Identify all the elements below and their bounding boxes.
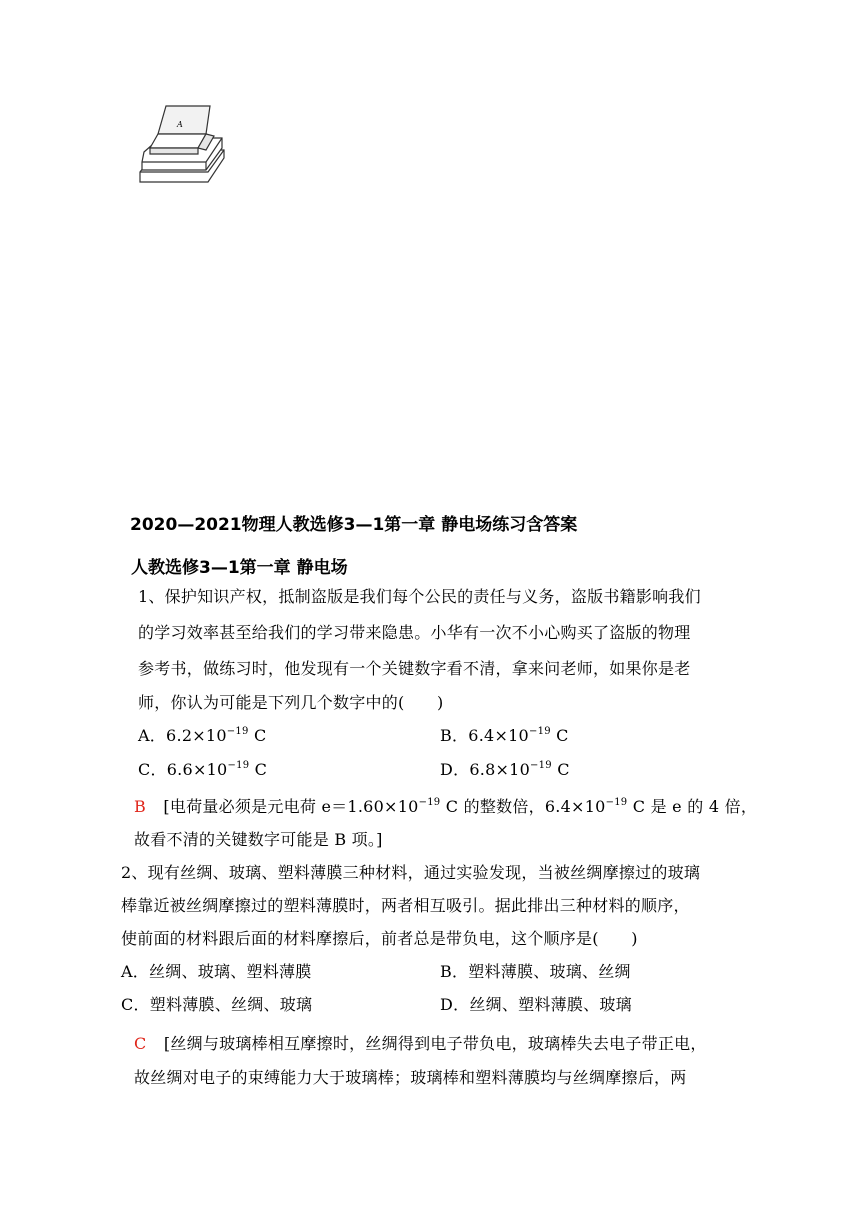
q1-answer-text-b: C 的整数倍，6.4×10: [440, 797, 606, 816]
q1-option-c: [138, 760, 267, 780]
q1-option-b-text: B．6.4×10: [440, 726, 529, 745]
q1-line-2: 的学习效率甚至给我们的学习带来隐患。小华有一次不小心购买了盗版的物理: [138, 623, 691, 642]
q2-option-c: C．塑料薄膜、丝绸、玻璃: [121, 995, 313, 1014]
q1-answer-line-1: [134, 797, 757, 817]
q1-line-3: 参考书，做练习时，他发现有一个关键数字看不清，拿来问老师，如果你是老: [138, 659, 691, 678]
q1-option-d-exp: −19: [530, 760, 552, 771]
q1-answer-letter: B: [134, 797, 147, 816]
q2-line-2: 棒靠近被丝绸摩擦过的塑料薄膜时，两者相互吸引。据此排出三种材料的顺序，: [121, 896, 690, 915]
q1-answer-exp-1: −19: [418, 797, 441, 808]
q1-line-1: 1、保护知识产权，抵制盗版是我们每个公民的责任与义务，盗版书籍影响我们: [138, 587, 701, 606]
q1-answer-line-2: 故看不清的关键数字可能是 B 项。]: [134, 830, 383, 849]
q1-option-a-exp: −19: [226, 726, 249, 737]
q1-answer-text-a: [电荷量必须是元电荷 e＝1.60×10: [163, 797, 419, 816]
section-subtitle: 人教选修3—1第一章 静电场: [131, 558, 348, 578]
q2-answer-line-1: [134, 1034, 707, 1054]
q1-option-a: [138, 726, 266, 746]
q1-option-a-text: A．6.2×10: [138, 726, 227, 745]
q2-option-b: B．塑料薄膜、玻璃、丝绸: [440, 962, 631, 981]
q2-answer-letter: C: [134, 1034, 147, 1053]
q1-option-d-unit: C: [551, 760, 570, 779]
q2-option-a: A．丝绸、玻璃、塑料薄膜: [121, 962, 312, 981]
q1-option-a-unit: C: [248, 726, 267, 745]
q1-option-b-unit: C: [550, 726, 569, 745]
q1-option-c-text: C．6.6×10: [138, 760, 228, 779]
q1-option-c-unit: C: [249, 760, 268, 779]
q1-option-c-exp: −19: [227, 760, 250, 771]
q1-option-d: [440, 760, 570, 780]
q1-option-b-exp: −19: [528, 726, 551, 737]
q2-answer-text-1: [丝绸与玻璃棒相互摩擦时，丝绸得到电子带负电，玻璃棒失去电子带正电，: [163, 1034, 707, 1053]
logo-key-letter: A: [177, 120, 183, 129]
q1-answer-text-c: C 是 e 的 4 倍，: [627, 797, 758, 816]
page-title: 2020—2021物理人教选修3—1第一章 静电场练习含答案: [130, 515, 578, 535]
q1-line-4: 师，你认为可能是下列几个数字中的( ): [138, 693, 444, 712]
q2-line-3: 使前面的材料跟后面的材料摩擦后，前者总是带负电，这个顺序是( ): [121, 929, 638, 948]
q2-answer-line-2: 故丝绸对电子的束缚能力大于玻璃棒；玻璃棒和塑料薄膜均与丝绸摩擦后，两: [134, 1068, 687, 1087]
q1-option-b: [440, 726, 569, 746]
q1-answer-exp-2: −19: [605, 797, 628, 808]
q2-line-1: 2、现有丝绸、玻璃、塑料薄膜三种材料，通过实验发现，当被丝绸摩擦过的玻璃: [121, 863, 701, 882]
q1-option-d-text: D．6.8×10: [440, 760, 531, 779]
q2-option-d: D．丝绸、塑料薄膜、玻璃: [440, 995, 632, 1014]
keyboard-key-logo: [136, 100, 236, 190]
